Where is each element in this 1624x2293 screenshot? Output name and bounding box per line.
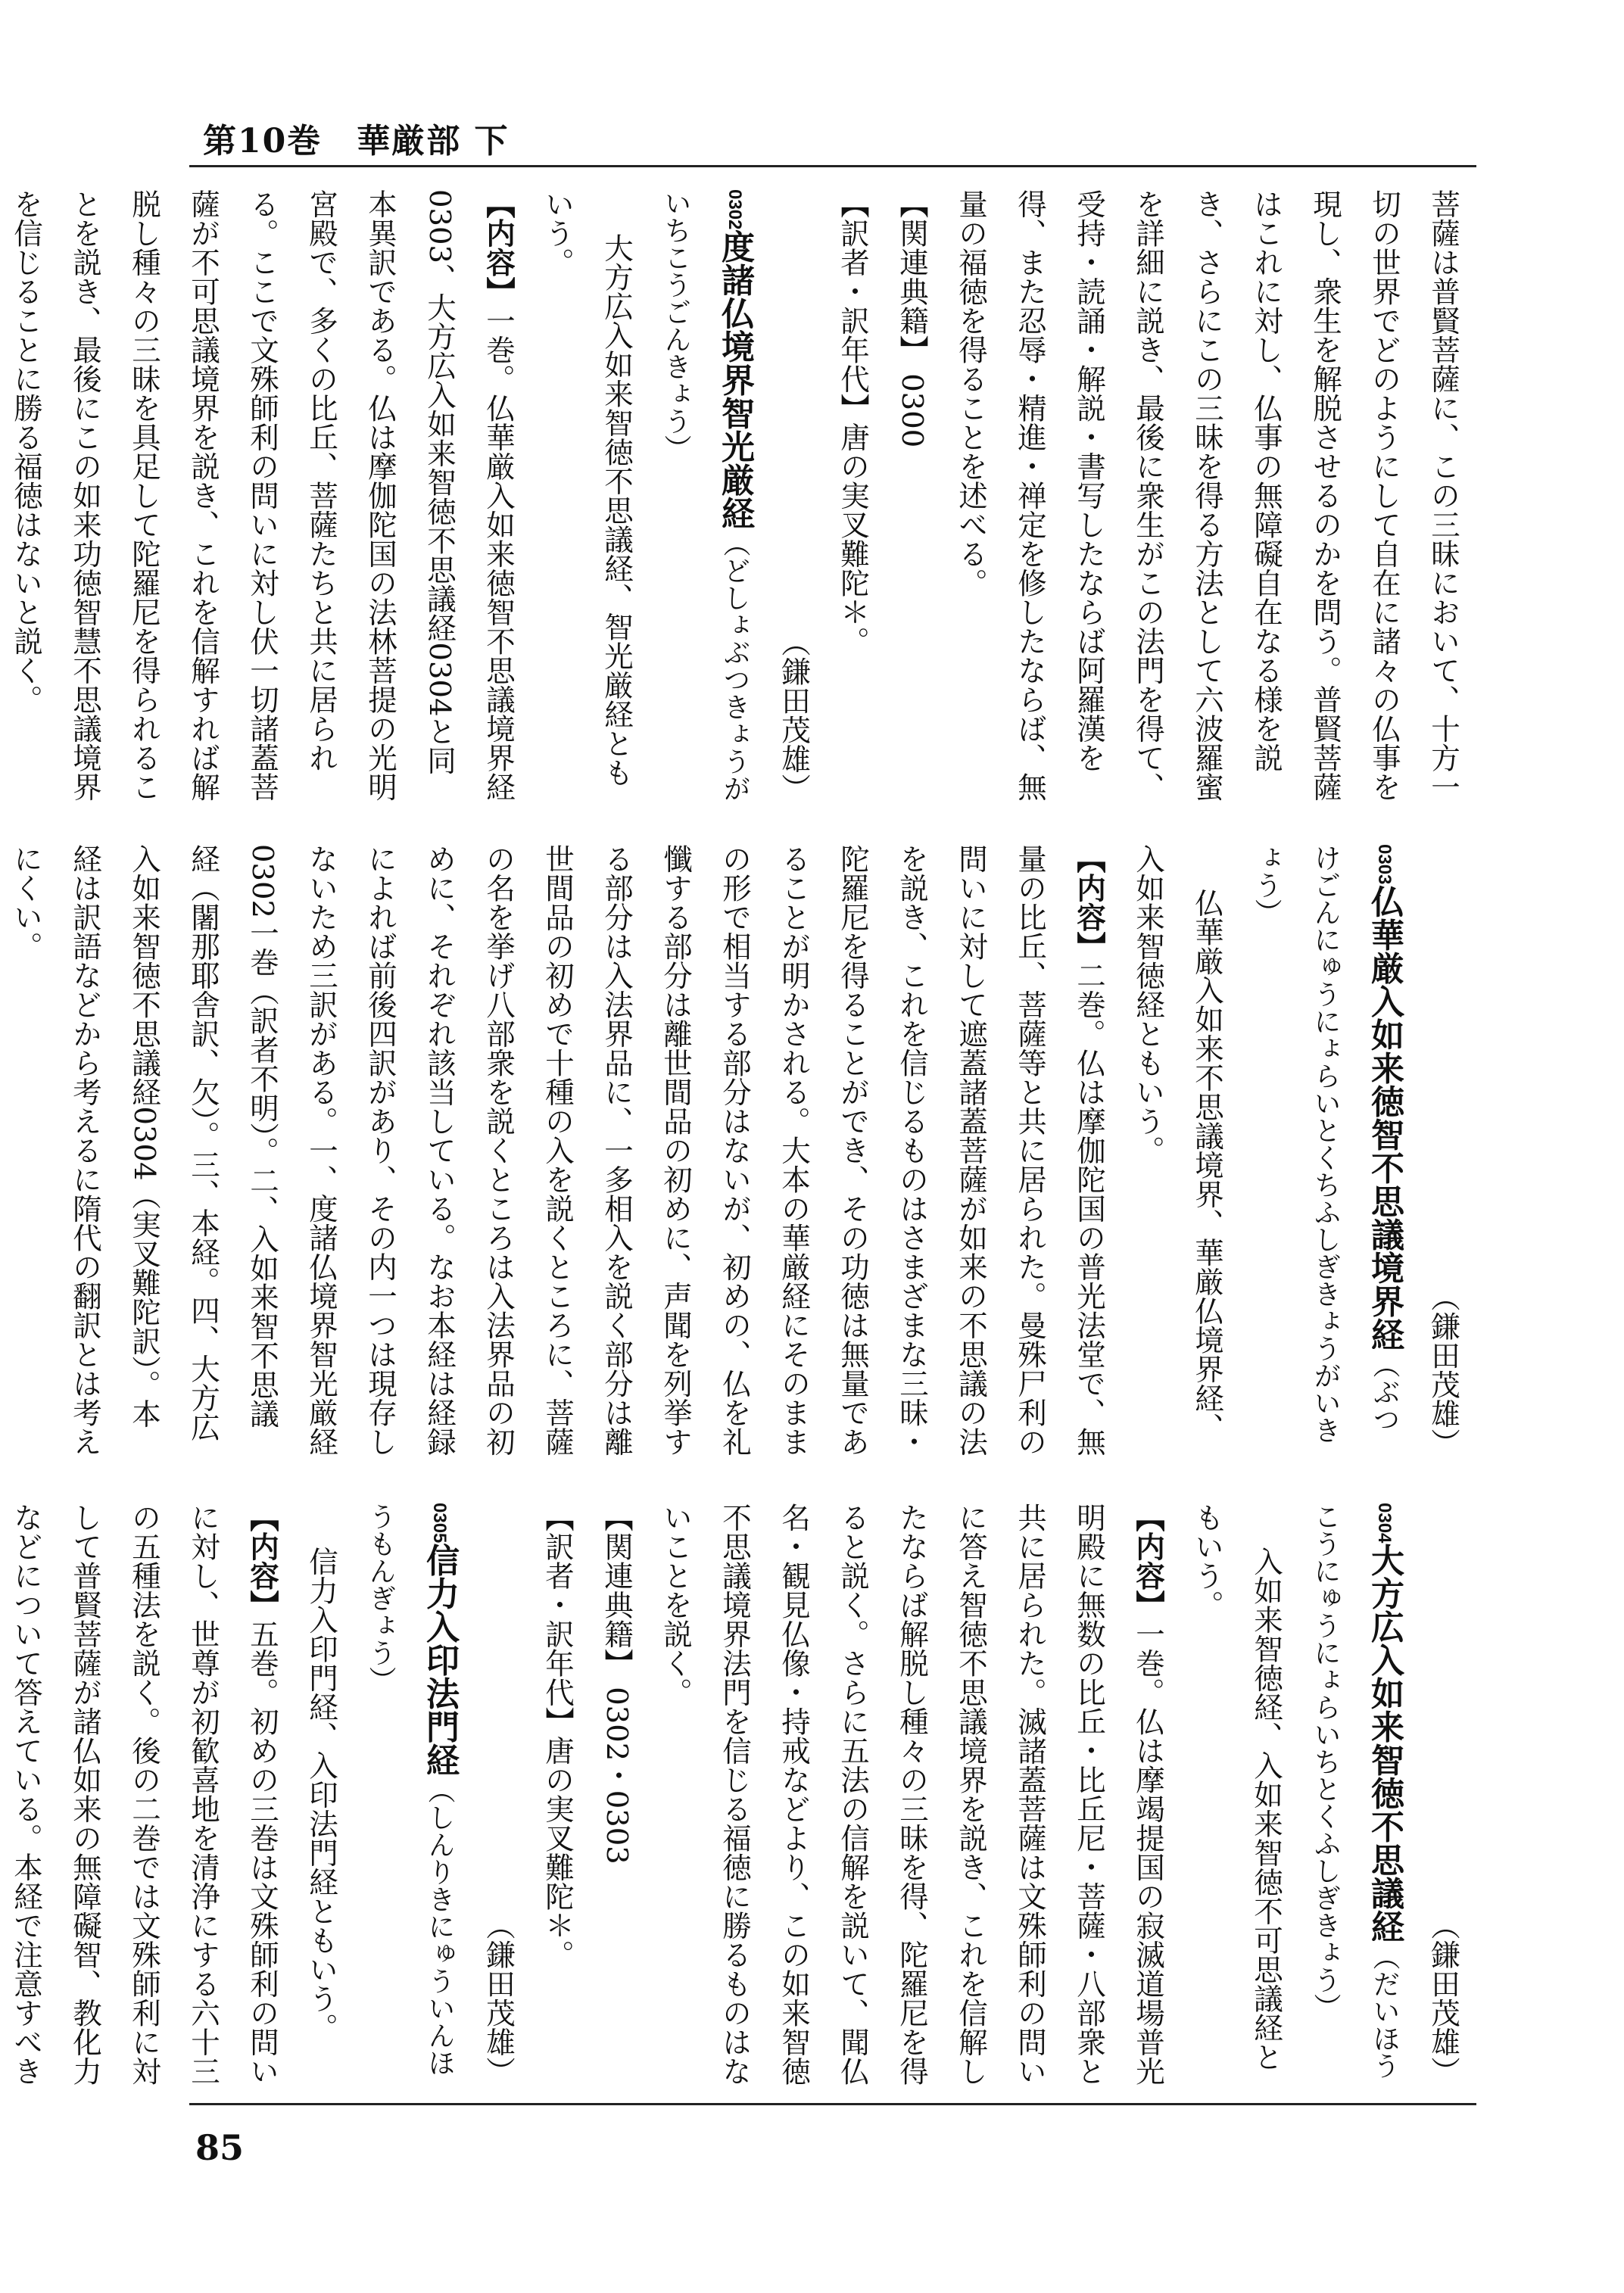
entry-0302-author: （鎌田茂雄）: [1426, 1282, 1460, 1457]
entry-reading: （だいほうこうにゅうにょらいちとくふしぎきょう）: [1310, 1503, 1400, 2080]
tier-3: [9, 1503, 1473, 2086]
running-header: 第10巻 華厳部 下: [203, 122, 510, 160]
tier-1: [9, 189, 1473, 802]
entry-0302-heading: [646, 189, 764, 802]
entry-0305-heading: [351, 1503, 469, 2086]
entry-number: 0303: [1374, 844, 1395, 885]
entry-0305-aliases: 信力入印門経、入印法門経ともいう。: [304, 1546, 338, 2042]
entry-title: 度諸仏境界智光厳経: [715, 229, 754, 530]
footer-rule: [189, 2103, 1476, 2105]
entry-0301-body: 菩薩は普賢菩薩に、この三昧において、十方一切の世界でどのようにして自在に諸々の仏事を現し、衆生を解脱させるのかを問う。普賢菩薩はこれに対し、仏事の無障礙自在なる様を説き、さらにこの三昧を得る方法として六波羅蜜を詳細に説き、最後に衆生がこの法門を得て、受持・読誦・解説・書写したならば阿羅漢を得、また忍辱・精進・禅定を修したならば、無量の福徳を得ることを述べる。: [954, 189, 1460, 802]
content-label: 【内容】: [245, 1503, 279, 1619]
content-text: 五巻。初めの三巻は文殊師利の問いに対し、世尊が初歓喜地を清浄にする六十三の五種法を説く。後の二巻では文殊師利に対して普賢菩薩が諸仏如来の無障礙智、教化力などについて答えている。本経で注意すべき: [9, 1503, 279, 2086]
entry-0303-author: （鎌田茂雄）: [1426, 1911, 1460, 2086]
entry-title: 大方広入如来智徳不思議経: [1365, 1543, 1404, 1943]
content-label: 【内容】: [1131, 1503, 1165, 1619]
entry-0302-content: [0, 189, 528, 802]
content-text: 二巻。仏は摩伽陀国の普光法堂で、無量の比丘、菩薩等と共に居られた。曼殊尸利の問いに対して遮蓋諸蓋菩薩が如来の不思議の法を説き、これを信じるものはさまざまな三昧・陀羅尼を得ることができ、その功徳は無量であることが明かされる。大本の華厳経にそのままの形で相当する部分はないが、初めの、仏を礼懺する部分は離世間品の初めに、声聞を列挙する部分は入法界品に、一多相入を説く部分は離世間品の初めで十種の入を説くところに、菩薩の名を挙げ八部衆を説くところは入法界品の初めに、それぞれ該当している。なお本経は経録によれば前後四訳があり、その内一つは現存しないため三訳がある。一、度諸仏境界智光厳経0302一巻（訳者不明）。二、入如来智不思議経（闍那耶舎訳、欠）。三、本経。四、大方広入如来智徳不思議経0304（実叉難陀訳）。本経は訳語などから考えるに隋代の翻訳とは考えにくい。: [9, 844, 1106, 1456]
entry-0302-aliases: 大方広入如来智徳不思議経、智光厳経ともいう。: [541, 189, 634, 787]
header-rule: [189, 165, 1476, 167]
entry-title: 仏華厳入如来徳智不思議境界経: [1365, 884, 1404, 1351]
content-label: 【内容】: [482, 189, 516, 306]
entry-0304-content: [646, 1503, 1177, 2086]
entry-0304-translator: 【訳者・訳年代】唐の実叉難陀＊。: [541, 1503, 575, 1969]
entry-number: 0304: [1374, 1503, 1395, 1544]
entry-0304-author: （鎌田茂雄）: [482, 1911, 516, 2086]
entry-0303-content: [0, 844, 1118, 1457]
entry-reading: （どしょぶつきょうがいちこうごんきょう）: [660, 189, 750, 802]
entry-0305-content: [0, 1503, 291, 2086]
content-label: 【内容】: [1072, 844, 1106, 961]
tier-2: [9, 844, 1473, 1457]
entry-title: 信力入印法門経: [420, 1543, 459, 1777]
entry-number: 0302: [725, 189, 745, 230]
content-text: 一巻。仏華厳入如来徳智不思議境界経0303、大方広入如来智徳不思議経0304と同本異訳である。仏は摩伽陀国の法林菩提の光明宮殿で、多くの比丘、菩薩たちと共に居られる。ここで文殊師利の問いに対し伏一切諸蓋菩薩が不可思議境界を説き、これを信解すれば解脱し種々の三昧を具足して陀羅尼を得られることを説き、最後にこの如来功徳智慧不思議境界を信じることに勝る福徳はないと説く。: [9, 189, 516, 802]
entry-0301-author: （鎌田茂雄）: [777, 628, 811, 802]
entry-0301-related: 【関連典籍】 0300: [895, 189, 929, 448]
entry-reading: （しんりきにゅういんほうもんぎょう）: [365, 1503, 455, 2076]
entry-0303-aliases: 仏華厳入如来不思議境界、華厳仏境界経、入如来智徳経ともいう。: [1131, 844, 1224, 1442]
entry-0304-related: 【関連典籍】 0302・0303: [600, 1503, 634, 1865]
entry-number: 0305: [429, 1503, 450, 1544]
entry-0303-heading: [1236, 844, 1414, 1457]
entry-0304-heading: [1295, 1503, 1414, 2086]
content-text: 一巻。仏は摩竭提国の寂滅道場普光明殿に無数の比丘・比丘尼・菩薩・八部衆と共に居られた。滅諸蓋菩薩は文殊師利の問いに答え智徳不思議境界を説き、これを信解したならば解脱し種々の三昧を得、陀羅尼を得ると説く。さらに五法の信解を説いて、聞仏名・観見仏像・持戒などより、この如来智徳不思議境界法門を信じる福徳に勝るものはないことを説く。: [659, 1503, 1165, 2086]
entry-0304-aliases: 入如来智徳経、入如来智徳不可思議経ともいう。: [1190, 1503, 1283, 2071]
entry-0301-translator: 【訳者・訳年代】唐の実叉難陀＊。: [836, 189, 870, 656]
entry-reading: （ぶつけごんにゅうにょらいとくちふしぎきょうがいきょう）: [1251, 844, 1400, 1444]
page-number: 85: [195, 2127, 245, 2168]
